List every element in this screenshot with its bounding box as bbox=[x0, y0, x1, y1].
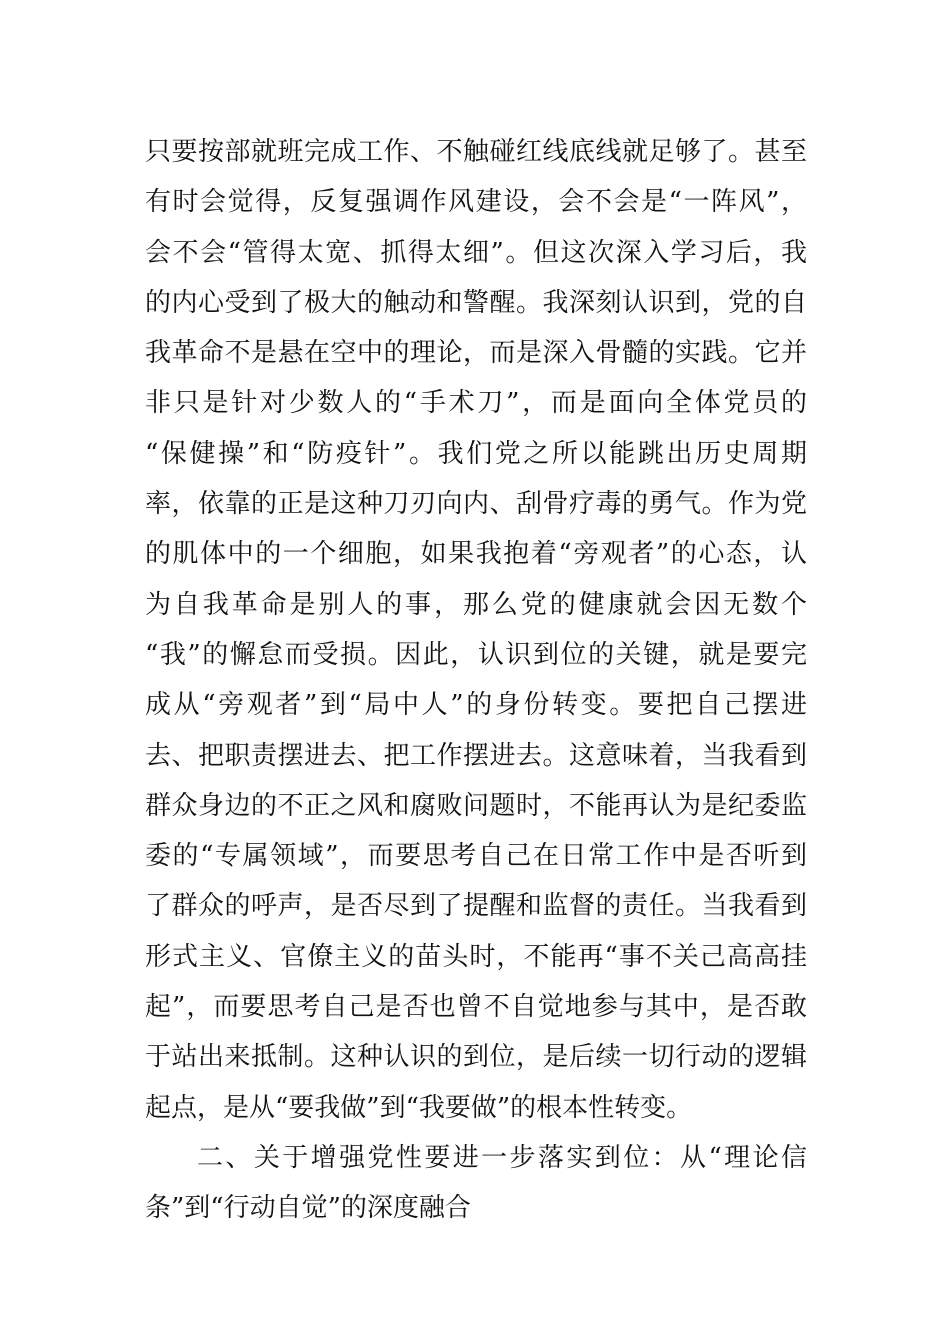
paragraph-line: 我革命不是悬在空中的理论，而是深入骨髓的实践。它并 bbox=[145, 338, 807, 369]
paragraph-line: 起”，而要思考自己是否也曾不自觉地参与其中，是否敢 bbox=[145, 992, 807, 1023]
paragraph-line: 会不会“管得太宽、抓得太细”。但这次深入学习后，我 bbox=[145, 237, 807, 268]
paragraph-self-revolution bbox=[145, 127, 807, 1133]
paragraph-line: 的肌体中的一个细胞，如果我抱着“旁观者”的心态，认 bbox=[145, 539, 807, 570]
document-body bbox=[145, 127, 807, 1234]
paragraph-line: 形式主义、官僚主义的苗头时，不能再“事不关己高高挂 bbox=[145, 941, 807, 972]
paragraph-line: 群众身边的不正之风和腐败问题时，不能再认为是纪委监 bbox=[145, 790, 807, 821]
paragraph-line: 起点，是从“要我做”到“我要做”的根本性转变。 bbox=[145, 1092, 693, 1123]
paragraph-line: 去、把职责摆进去、把工作摆进去。这意味着，当我看到 bbox=[145, 740, 807, 771]
paragraph-line: 于站出来抵制。这种认识的到位，是后续一切行动的逻辑 bbox=[145, 1042, 807, 1073]
paragraph-line: 非只是针对少数人的“手术刀”，而是面向全体党员的 bbox=[145, 388, 807, 419]
heading-line: 二、关于增强党性要进一步落实到位：从“理论信 bbox=[197, 1142, 807, 1173]
paragraph-line: 只要按部就班完成工作、不触碰红线底线就足够了。甚至 bbox=[145, 137, 807, 167]
paragraph-line: “保健操”和“防疫针”。我们党之所以能跳出历史周期 bbox=[145, 438, 807, 469]
paragraph-line: “我”的懈怠而受损。因此，认识到位的关键，就是要完 bbox=[145, 639, 807, 670]
paragraph-line: 的内心受到了极大的触动和警醒。我深刻认识到，党的自 bbox=[145, 287, 807, 318]
paragraph-line: 率，依靠的正是这种刀刃向内、刮骨疗毒的勇气。作为党 bbox=[145, 489, 807, 520]
heading-line: 条”到“行动自觉”的深度融合 bbox=[145, 1193, 471, 1224]
paragraph-line: 了群众的呼声，是否尽到了提醒和监督的责任。当我看到 bbox=[145, 891, 807, 922]
paragraph-line: 为自我革命是别人的事，那么党的健康就会因无数个 bbox=[145, 589, 807, 620]
paragraph-line: 成从“旁观者”到“局中人”的身份转变。要把自己摆进 bbox=[145, 690, 807, 721]
paragraph-line: 有时会觉得，反复强调作风建设，会不会是“一阵风”， bbox=[145, 187, 807, 218]
paragraph-line: 委的“专属领域”，而要思考自己在日常工作中是否听到 bbox=[145, 841, 807, 872]
section-heading-party-spirit bbox=[145, 1133, 807, 1234]
